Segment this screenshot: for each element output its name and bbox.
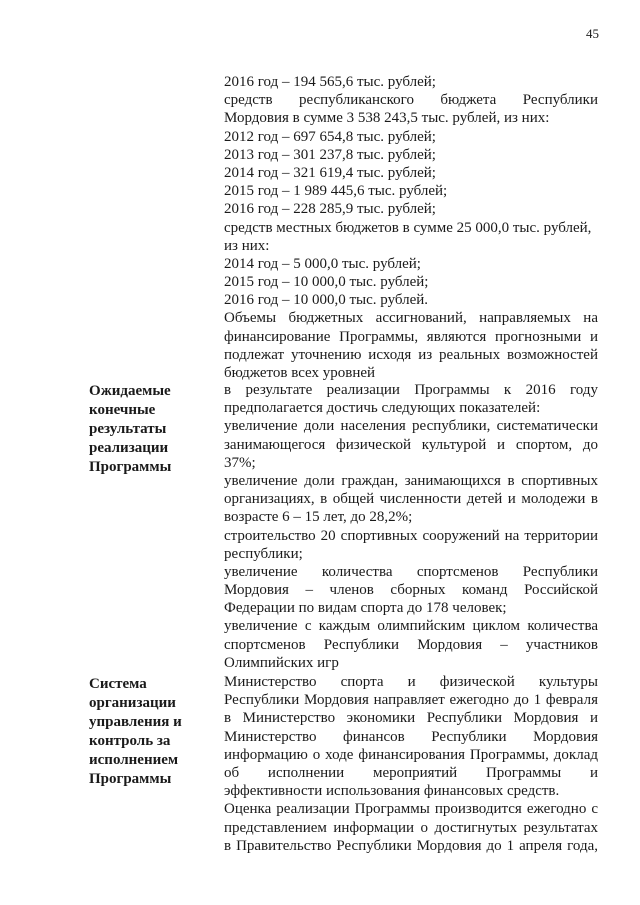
text-line: средств местных бюджетов в сумме 25 000,0 тыс. рублей, xyxy=(224,219,592,236)
text-line: 2014 год – 5 000,0 тыс. рублей; xyxy=(224,255,421,272)
text-line: возрасте 6 – 15 лет, до 28,2%; xyxy=(224,509,413,526)
label-line: Программы xyxy=(89,459,172,475)
label-line: результаты xyxy=(89,421,167,437)
text-line: 2016 год – 10 000,0 тыс. рублей. xyxy=(224,292,429,309)
expected-results-text-block xyxy=(224,381,598,672)
text-line: в Правительство Республики Мордовия до 1 апреля года, xyxy=(224,837,598,854)
text-line: спортсменов Республики Мордовия – участников xyxy=(224,636,598,653)
text-line: информацию о ходе финансирования Программы, доклад xyxy=(224,746,598,763)
label-line: контроль за xyxy=(89,733,171,749)
text-line: об исполнении мероприятий Программы и xyxy=(224,764,598,781)
text-line: предполагается достичь следующих показателей: xyxy=(224,400,541,417)
text-line: увеличение количества спортсменов Республики xyxy=(224,563,598,580)
management-system-text-block xyxy=(224,673,598,855)
text-line: в результате реализации Программы к 2016 году xyxy=(224,382,598,398)
text-line: подлежат уточнению исходя из реальных возможностей xyxy=(224,346,598,363)
text-line: 2016 год – 194 565,6 тыс. рублей; xyxy=(224,74,436,90)
page-number: 45 xyxy=(586,26,599,41)
label-line: Программы xyxy=(89,771,172,787)
text-line: 2014 год – 321 619,4 тыс. рублей; xyxy=(224,164,436,181)
text-line: из них: xyxy=(224,237,270,254)
text-line: Министерство спорта и физической культуры xyxy=(224,674,598,690)
label-line: организации xyxy=(89,695,176,711)
label-line: Система xyxy=(89,676,147,692)
text-line: Оценка реализации Программы производится ежегодно с xyxy=(224,801,598,818)
text-line: 2013 год – 301 237,8 тыс. рублей; xyxy=(224,146,436,163)
text-line: занимающегося физической культурой и спортом, до xyxy=(224,436,598,453)
text-line: Мордовия в сумме 3 538 243,5 тыс. рублей, из них: xyxy=(224,110,550,127)
text-line: в Министерство экономики Республики Мордовия и xyxy=(224,710,598,727)
text-line: 2012 год – 697 654,8 тыс. рублей; xyxy=(224,128,436,145)
label-line: конечные xyxy=(89,402,156,418)
text-line: Мордовия – членов сборных команд Российской xyxy=(224,582,598,599)
text-line: бюджетов всех уровней xyxy=(224,365,376,381)
text-line: 2015 год – 10 000,0 тыс. рублей; xyxy=(224,274,429,291)
text-line: 2015 год – 1 989 445,6 тыс. рублей; xyxy=(224,183,448,200)
text-line: организациях, в общей численности детей и молодежи в xyxy=(224,491,598,508)
text-line: Республики Мордовия направляет ежегодно до 1 февраля xyxy=(224,692,598,709)
text-line: увеличение доли граждан, занимающихся в спортивных xyxy=(224,472,598,489)
text-line: Олимпийских игр xyxy=(224,654,339,671)
text-line: финансирование Программы, являются прогнозными и xyxy=(224,328,598,345)
text-line: Федерации по видам спорта до 178 человек; xyxy=(224,600,507,617)
section-label-management-system xyxy=(89,675,207,789)
label-line: Ожидаемые xyxy=(89,383,171,399)
text-line: республики; xyxy=(224,545,303,562)
label-line: реализации xyxy=(89,440,169,456)
text-line: строительство 20 спортивных сооружений на территории xyxy=(224,527,598,544)
text-line: увеличение с каждым олимпийским циклом количества xyxy=(224,618,598,635)
text-line: увеличение доли населения республики, систематически xyxy=(224,418,598,435)
text-line: Объемы бюджетных ассигнований, направляемых на xyxy=(224,310,598,327)
text-line: средств республиканского бюджета Республики xyxy=(224,92,598,109)
text-line: 37%; xyxy=(224,454,256,471)
label-line: исполнением xyxy=(89,752,179,768)
text-line: Министерство финансов Республики Мордовия xyxy=(224,728,598,745)
text-line: представлением информации о достигнутых результатах xyxy=(224,819,598,836)
section-label-expected-results xyxy=(89,382,207,477)
text-line: 2016 год – 228 285,9 тыс. рублей; xyxy=(224,201,436,218)
funding-text-block xyxy=(224,73,598,382)
text-line: эффективности использования финансовых средств. xyxy=(224,783,560,800)
label-line: управления и xyxy=(89,714,182,730)
